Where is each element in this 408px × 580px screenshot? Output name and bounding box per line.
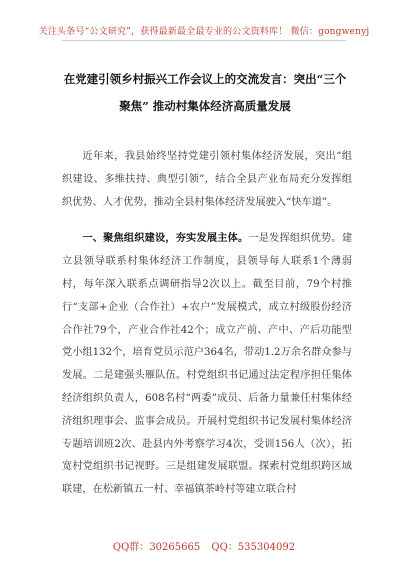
- footer-qq-group: QQ群：30265665: [112, 542, 201, 553]
- title-line-1: 在党建引领乡村振兴工作会议上的交流发言：突出“三个: [63, 72, 347, 86]
- footer-qq: QQ：535304092: [211, 542, 296, 553]
- document-title: [60, 66, 350, 120]
- footer-contact: [0, 538, 408, 553]
- section-1-heading: 一、聚焦组织建设，夯实发展主体。: [82, 232, 249, 245]
- paragraph-section-1: [62, 227, 352, 502]
- paragraph-intro: 近年来，我县始终坚持党建引领村集体经济发展，突出“组织建设、多维扶持、典型引领”，结合全县产业布局充分发挥组织优势、人才优势，推动全县村集体经济发展驶入“快车道”。: [62, 151, 352, 208]
- section-1-text: 一是发挥组织优势。建立县领导联系村集体经济工作制度，县领导每人联系1个薄弱村，每年深入联系点调研指导2次以上。截至目前，79个村推行“支部+企业（合作社）+农户”发展模式，成立村级股份经济合作社79个，产业合作社42个；成立产前、产中、产后功能型党小组132个，培育党员示范户364名，带动1.2万余名群众参与发展。二是建强头雁队伍。村党组织书记通过法定程序担任集体经济组织负责人，608名村“两委”成员、后备力量兼任村集体经济组织理事会、监事会成员。开展村党组织书记发展村集体经济专题培训班2次、赴县内外考察学习4次，受训156人（次），拓宽村党组织书记视野。三是组建发展联盟。探索村党组织跨区域联建，在松新镇五一村、幸福镇茶岭村等建立联合村: [62, 233, 353, 496]
- document-body: [62, 146, 352, 515]
- header-divider: [62, 40, 346, 41]
- header-promo-note: 关注头条号“公文研究”，获得最新最全最专业的公文资料库！ 微信：gongwenyj: [38, 27, 370, 37]
- title-line-2: 聚焦” 推动村集体经济高质量发展: [119, 99, 291, 113]
